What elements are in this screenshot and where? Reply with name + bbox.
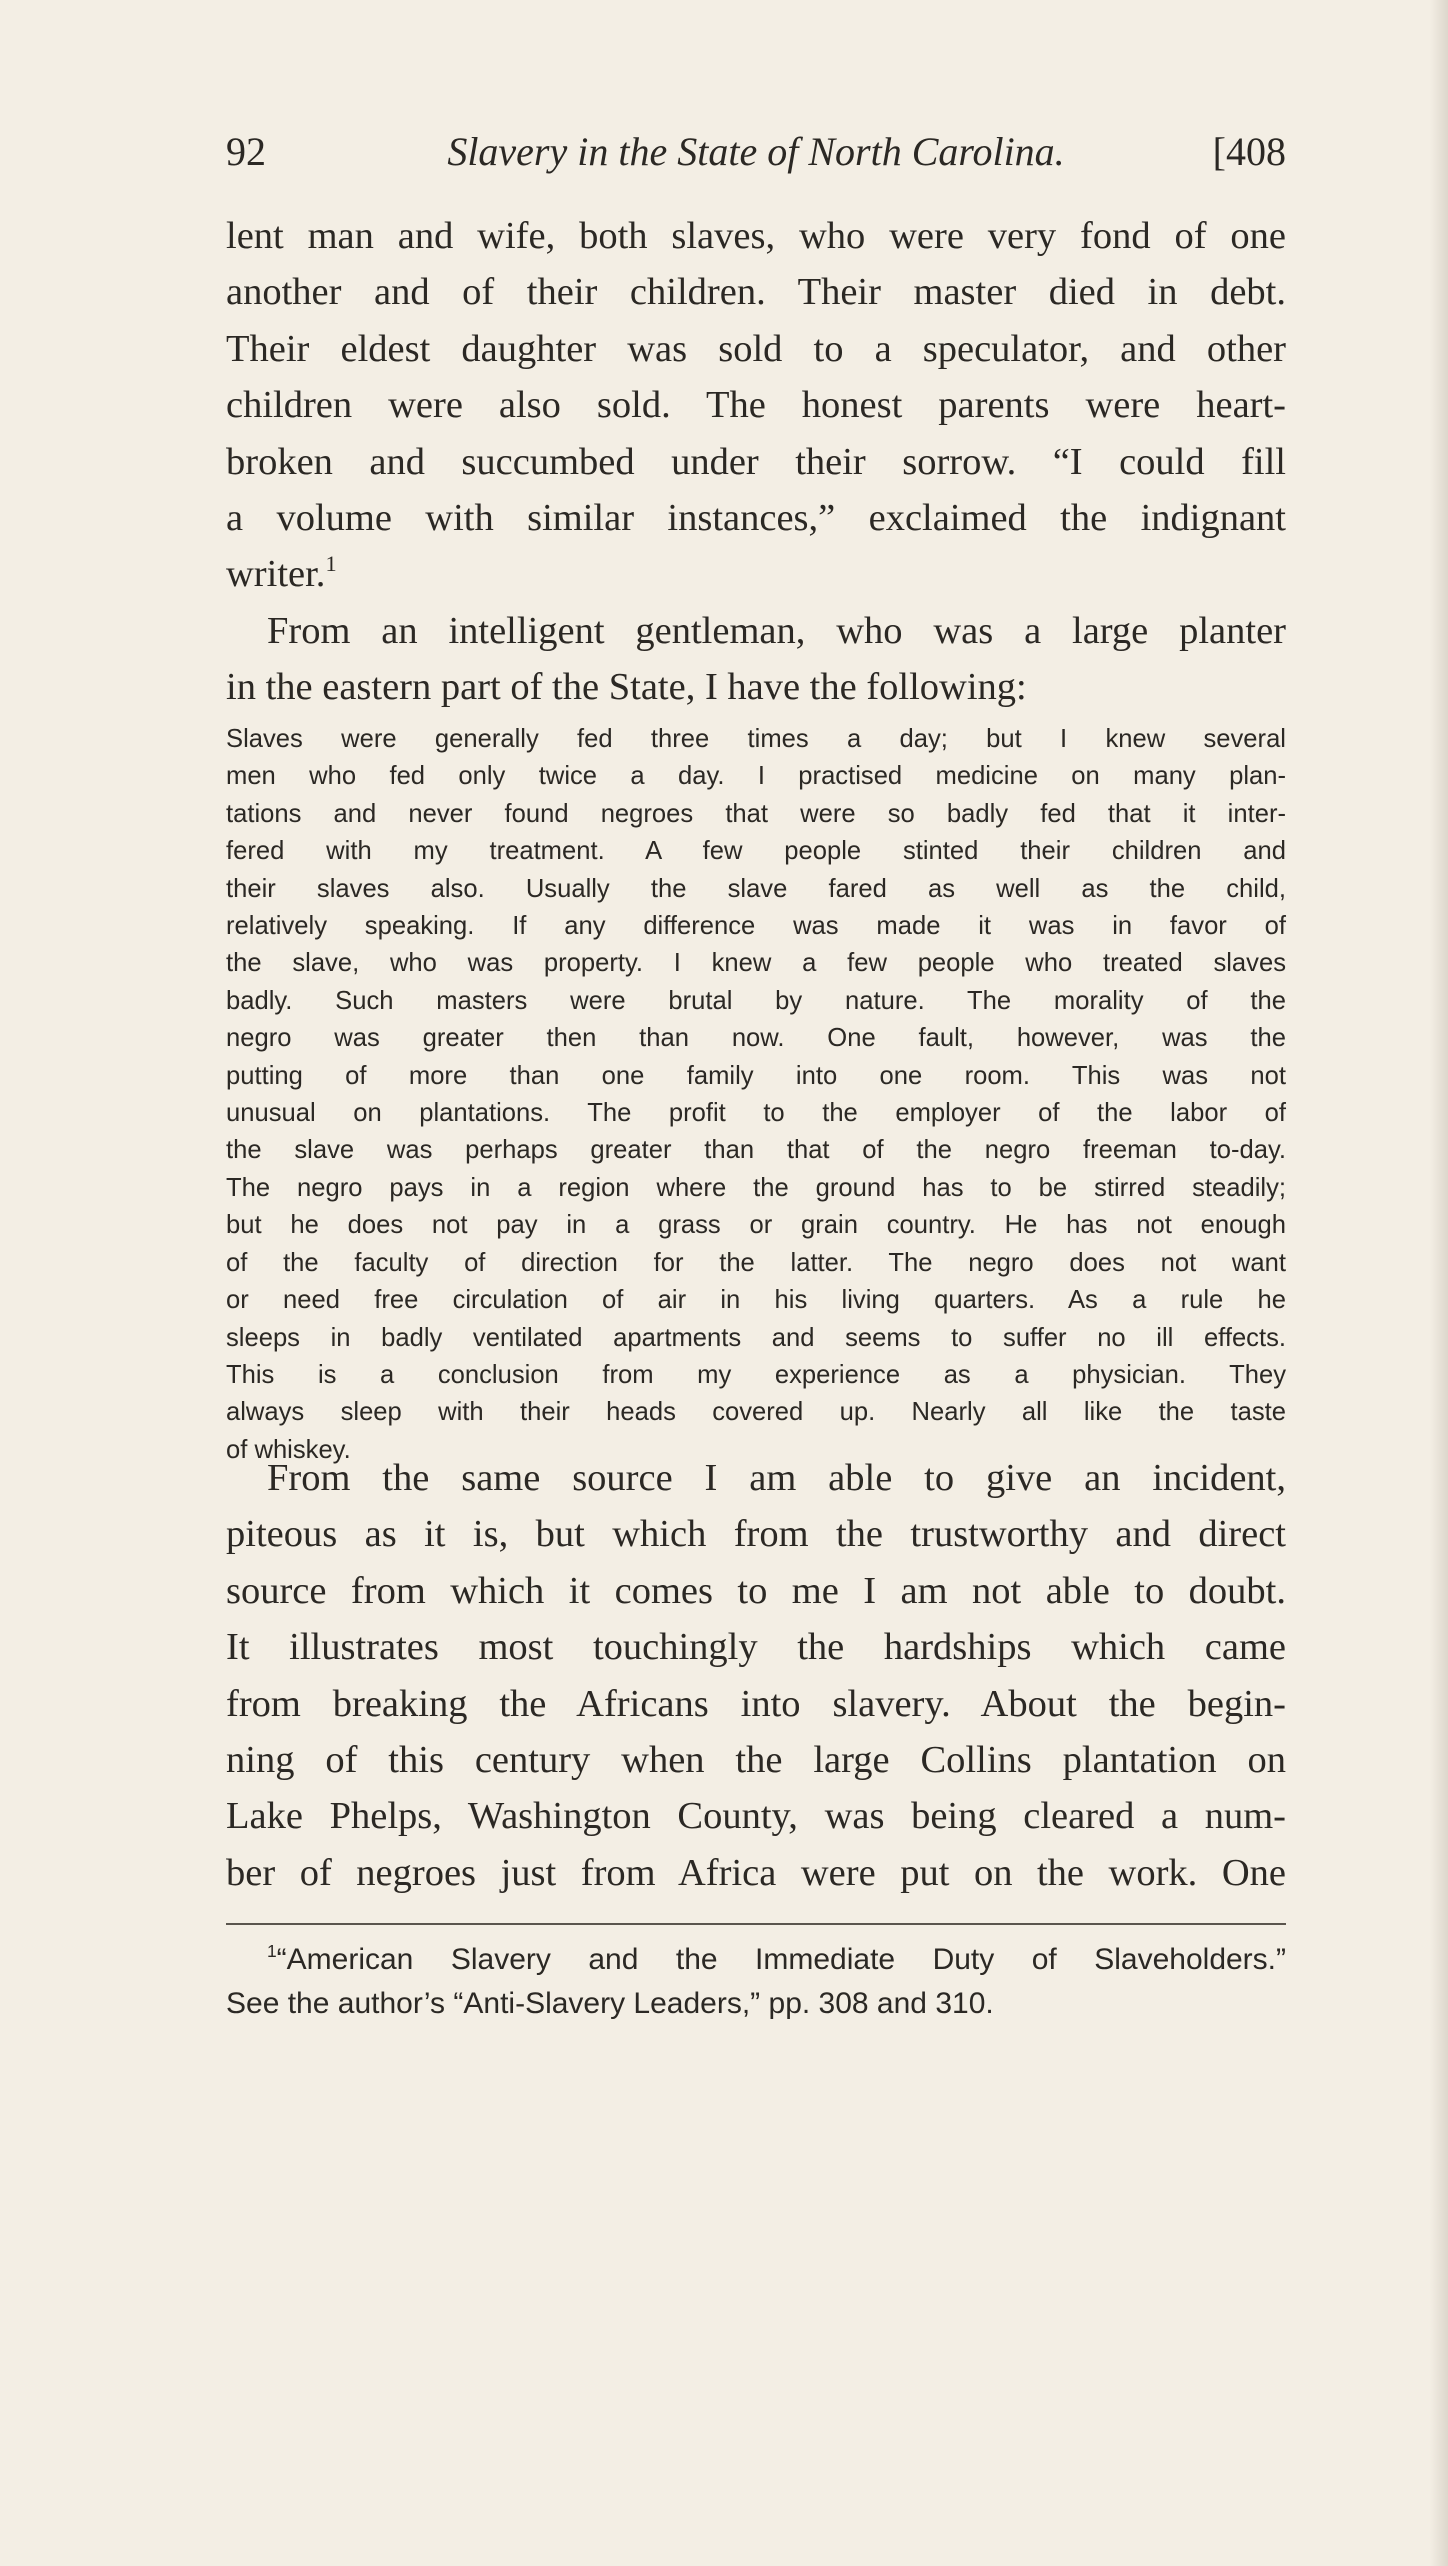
- text-line: It illustrates most touchingly the hardships which came: [226, 1626, 1286, 1669]
- quote-line: sleeps in badly ventilated apartments and seems to suffer no ill effects.: [226, 1323, 1286, 1352]
- text-line: Lake Phelps, Washington County, was being cleared a num-: [226, 1795, 1286, 1838]
- quote-line: the slave, who was property. I knew a few people who treated slaves: [226, 949, 1286, 978]
- quote-line: unusual on plantations. The profit to the employer of the labor of: [226, 1099, 1286, 1128]
- footnote-marker: 1: [267, 1940, 277, 1961]
- page-edge-shadow: [1430, 0, 1448, 2566]
- text-line: ber of negroes just from Africa were put on the work. One: [226, 1851, 1286, 1894]
- quote-line: always sleep with their heads covered up. Nearly all like the taste: [226, 1398, 1286, 1427]
- text-line-content: writer.: [226, 553, 326, 596]
- text-line: source from which it comes to me I am not able to doubt.: [226, 1569, 1286, 1612]
- quote-line: of whiskey.: [226, 1435, 351, 1464]
- footnote-line: [226, 1938, 1286, 1982]
- page-number: 92: [226, 129, 266, 174]
- original-page-number: [408: [1212, 129, 1286, 174]
- quote-line: or need free circulation of air in his living quarters. As a rule he: [226, 1286, 1286, 1315]
- text-line: from breaking the Africans into slavery. About the begin-: [226, 1682, 1286, 1725]
- quote-line: putting of more than one family into one room. This was not: [226, 1061, 1286, 1090]
- running-head: [226, 122, 1286, 182]
- paragraph-1: [226, 208, 1286, 603]
- text-line: lent man and wife, both slaves, who were very fond of one: [226, 215, 1286, 257]
- quote-line: Slaves were generally fed three times a day; but I knew several: [226, 725, 1286, 753]
- text-line: ning of this century when the large Collins plantation on: [226, 1739, 1286, 1782]
- text-line: another and of their children. Their master died in debt.: [226, 271, 1286, 314]
- quote-line: fered with my treatment. A few people stinted their children and: [226, 837, 1286, 866]
- quote-line: of the faculty of direction for the latter. The negro does not want: [226, 1248, 1286, 1277]
- paragraph-2: [226, 603, 1286, 716]
- quote-line: the slave was perhaps greater than that of the negro freeman to-day.: [226, 1136, 1286, 1165]
- text-line: broken and succumbed under their sorrow. “I could fill: [226, 440, 1286, 483]
- text-line: From the same source I am able to give an incident,: [267, 1457, 1286, 1499]
- text-line: children were also sold. The honest parents were heart-: [226, 384, 1286, 427]
- quote-line: men who fed only twice a day. I practised medicine on many plan-: [226, 762, 1286, 791]
- footnote: [226, 1938, 1286, 2026]
- footnote-line: See the author’s “Anti-Slavery Leaders,” pp. 308 and 310.: [226, 1987, 994, 2020]
- footnote-reference: 1: [325, 550, 337, 576]
- quote-line: tations and never found negroes that were so badly fed that it inter-: [226, 799, 1286, 828]
- text-line: Their eldest daughter was sold to a speculator, and other: [226, 327, 1286, 370]
- text-line: piteous as it is, but which from the trustworthy and direct: [226, 1513, 1286, 1556]
- block-quotation: [226, 721, 1286, 1469]
- quote-line: relatively speaking. If any difference was made it was in favor of: [226, 912, 1286, 941]
- quote-line: but he does not pay in a grass or grain country. He has not enough: [226, 1211, 1286, 1240]
- text-line: From an intelligent gentleman, who was a large planter: [267, 610, 1286, 652]
- quote-line: badly. Such masters were brutal by nature. The morality of the: [226, 986, 1286, 1015]
- quote-line: This is a conclusion from my experience as a physician. They: [226, 1360, 1286, 1389]
- footnote-line-content: “American Slavery and the Immediate Duty of Slaveholders.”: [276, 1943, 1286, 1976]
- footnote-divider: [226, 1923, 1286, 1925]
- quote-line: negro was greater then than now. One fault, however, was the: [226, 1024, 1286, 1053]
- running-title: Slavery in the State of North Carolina.: [447, 129, 1065, 174]
- quote-line: The negro pays in a region where the ground has to be stirred steadily;: [226, 1173, 1286, 1202]
- text-line: in the eastern part of the State, I have the following:: [226, 666, 1027, 709]
- quote-line: their slaves also. Usually the slave fared as well as the child,: [226, 874, 1286, 903]
- paragraph-3: [226, 1450, 1286, 1901]
- text-line: a volume with similar instances,” exclaimed the indignant: [226, 497, 1286, 540]
- text-line: [226, 546, 1286, 602]
